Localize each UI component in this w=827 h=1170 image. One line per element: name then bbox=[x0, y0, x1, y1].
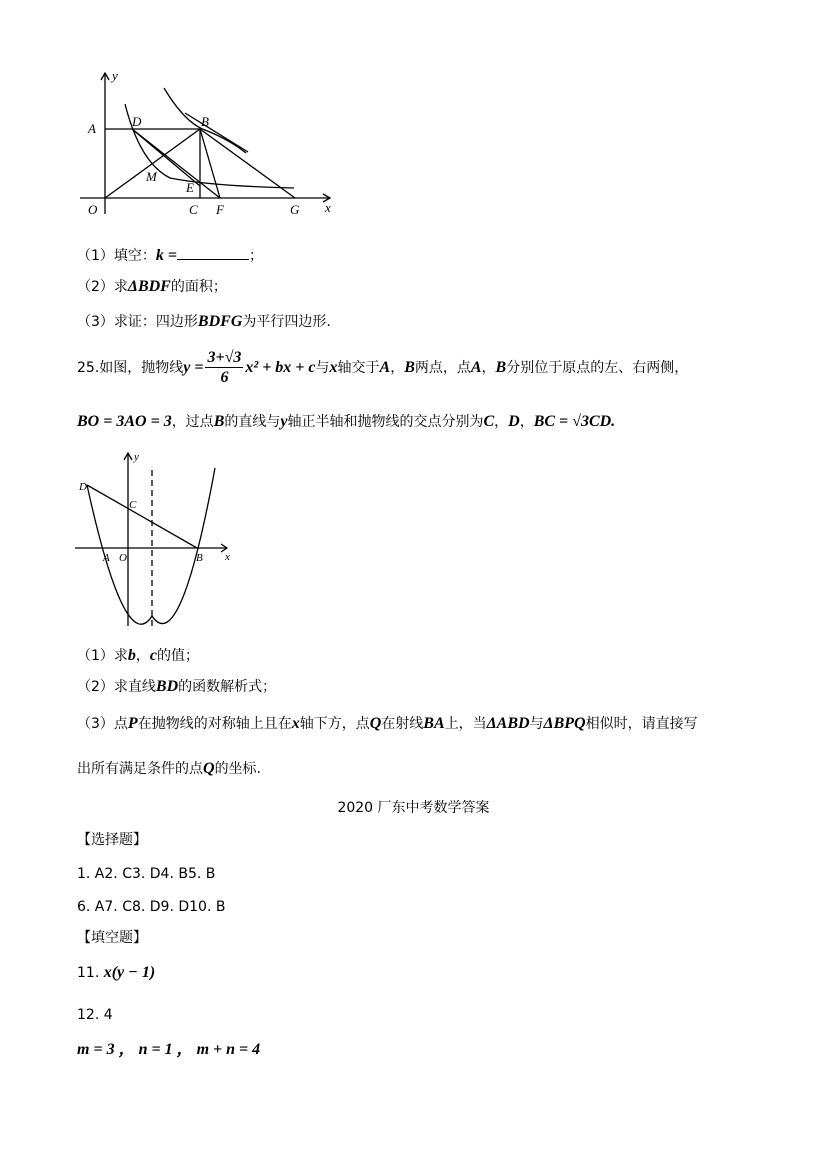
label-x: x bbox=[325, 200, 331, 215]
answer-11-num: 11. bbox=[77, 965, 100, 981]
q24-part3 bbox=[77, 311, 331, 331]
q25-b3: B bbox=[213, 413, 225, 430]
label-b: B bbox=[201, 114, 209, 129]
q25-t6: 的直线与 bbox=[224, 414, 281, 430]
label-g: G bbox=[290, 202, 300, 217]
label-o: O bbox=[119, 552, 127, 564]
label-a: A bbox=[103, 552, 110, 564]
answer-12-detail: m = 3 ， n = 1 ， m + n = 4 bbox=[77, 1041, 261, 1058]
q24-p2-math: ΔBDF bbox=[127, 278, 171, 295]
q25-c: C bbox=[483, 413, 495, 430]
label-d: D bbox=[79, 481, 87, 493]
q25-p3f: 与 bbox=[529, 716, 544, 732]
answer-12: 12. 4 bbox=[77, 1007, 113, 1023]
q25-p3-q2: Q bbox=[203, 760, 215, 777]
q25-comma1: ， bbox=[390, 360, 405, 376]
label-y: y bbox=[112, 68, 118, 83]
q25-p3-line2b: 的坐标. bbox=[214, 761, 262, 777]
q25-eq2: BO = 3AO = 3 bbox=[77, 413, 172, 430]
q25-p2-end: 的函数解析式； bbox=[178, 679, 277, 695]
q24-part1 bbox=[77, 245, 263, 265]
q25-comma2: ， bbox=[481, 360, 496, 376]
q24-part2 bbox=[77, 276, 227, 296]
q25-fraction bbox=[205, 350, 243, 386]
q25-p3a: （3）点 bbox=[77, 716, 128, 732]
q25-number: 25. bbox=[77, 360, 100, 376]
q24-p1-math: k = bbox=[155, 247, 178, 264]
segment-db bbox=[87, 485, 197, 548]
figure-parabola bbox=[75, 448, 240, 630]
label-f: F bbox=[216, 202, 224, 217]
q25-t2: 轴交于 bbox=[337, 360, 380, 376]
fill-blank[interactable] bbox=[177, 247, 249, 260]
answer-11-math: x(y − 1) bbox=[103, 964, 156, 981]
label-a: A bbox=[88, 121, 96, 136]
q25-a: A bbox=[379, 359, 391, 376]
q25-p3-bpq: ΔBPQ bbox=[543, 715, 586, 732]
segment-de bbox=[132, 129, 200, 186]
q25-b: B bbox=[404, 359, 415, 376]
q25-p1-c: c bbox=[149, 647, 158, 664]
q25-p3-x: x bbox=[291, 715, 300, 732]
q25-part3 bbox=[77, 713, 698, 733]
answers-title: 2020 厂东中考数学答案 bbox=[337, 800, 490, 816]
label-d: D bbox=[132, 114, 142, 129]
q25-frac-num: 3+√3 bbox=[207, 349, 242, 366]
q25-frac-den: 6 bbox=[220, 369, 229, 386]
q25-t4: 分别位于原点的左、右两侧， bbox=[506, 360, 689, 376]
label-m: M bbox=[146, 169, 157, 184]
label-e: E bbox=[186, 180, 194, 195]
q25-part1 bbox=[77, 645, 199, 665]
segment-bg bbox=[200, 129, 295, 198]
q25-part3-line2 bbox=[77, 758, 261, 778]
q25-p3-line2a: 出所有满足条件的点 bbox=[77, 761, 203, 777]
q25-comma3: ， bbox=[494, 414, 509, 430]
q24-p1-text: （1）填空： bbox=[77, 248, 156, 264]
q24-p3-math: BDFG bbox=[197, 313, 243, 330]
q25-p3-p: P bbox=[127, 715, 138, 732]
q25-p1-b: b bbox=[127, 647, 136, 664]
q25-p3b: 在抛物线的对称轴上且在 bbox=[137, 716, 292, 732]
q25-t3: 两点，点 bbox=[414, 360, 471, 376]
q25-t1: 与 bbox=[315, 360, 330, 376]
q25-comma4: ， bbox=[519, 414, 534, 430]
q25-p1-end: 的值； bbox=[157, 648, 200, 664]
q25-x: x bbox=[329, 359, 338, 376]
q25-p3c: 轴下方，点 bbox=[299, 716, 370, 732]
label-y: y bbox=[134, 451, 139, 463]
label-b: B bbox=[196, 552, 203, 564]
parabola-curve bbox=[87, 468, 215, 624]
q25-part2 bbox=[77, 676, 276, 696]
q25-eq-rhs: x² + bx + c bbox=[245, 359, 316, 376]
choice-answers-row1: 1. A2. C3. D4. B5. B bbox=[77, 866, 216, 882]
q24-p3-end: 为平行四边形. bbox=[242, 314, 331, 330]
q24-p2-end: 的面积； bbox=[170, 279, 227, 295]
q25-p3-abd: ΔABD bbox=[486, 715, 530, 732]
q25-intro: 如图，抛物线 bbox=[99, 360, 184, 376]
q25-t5: ，过点 bbox=[171, 414, 214, 430]
q24-p1-end: ； bbox=[249, 248, 264, 264]
section-fill: 【填空题】 bbox=[77, 930, 147, 946]
section-choice: 【选择题】 bbox=[77, 832, 147, 848]
choice-answers-row2: 6. A7. C8. D9. D10. B bbox=[77, 899, 226, 915]
q24-p2-text: （2）求 bbox=[77, 279, 128, 295]
q25-p3g: 相似时，请直接写 bbox=[585, 716, 698, 732]
q25-d: D bbox=[508, 413, 520, 430]
q25-p3e: 上，当 bbox=[444, 716, 487, 732]
q25-b2: B bbox=[495, 359, 507, 376]
q25-p2-math: BD bbox=[155, 678, 179, 695]
figure-hyperbola-quadrilateral bbox=[70, 68, 340, 220]
q25-eq3: BC = √3CD. bbox=[533, 413, 616, 430]
label-c: C bbox=[129, 499, 137, 511]
label-x: x bbox=[225, 551, 230, 563]
q25-p1-sep: ， bbox=[135, 648, 150, 664]
q25-a2: A bbox=[470, 359, 482, 376]
label-o: O bbox=[88, 202, 98, 217]
q25-line1 bbox=[77, 346, 688, 390]
answer-11 bbox=[77, 964, 155, 982]
q25-line2 bbox=[77, 411, 615, 431]
segment-bf bbox=[200, 129, 220, 198]
q25-p2-text: （2）求直线 bbox=[77, 679, 156, 695]
q25-p3-ba: BA bbox=[423, 715, 445, 732]
q25-eq-lhs: y = bbox=[183, 359, 204, 376]
q25-t7: 轴正半轴和抛物线的交点分别为 bbox=[287, 414, 484, 430]
label-c: C bbox=[189, 202, 198, 217]
q25-p1-text: （1）求 bbox=[77, 648, 128, 664]
q25-p3-q: Q bbox=[369, 715, 382, 732]
q24-p3-text: （3）求证：四边形 bbox=[77, 314, 198, 330]
q25-p3d: 在射线 bbox=[381, 716, 424, 732]
q25-y: y bbox=[280, 413, 288, 430]
